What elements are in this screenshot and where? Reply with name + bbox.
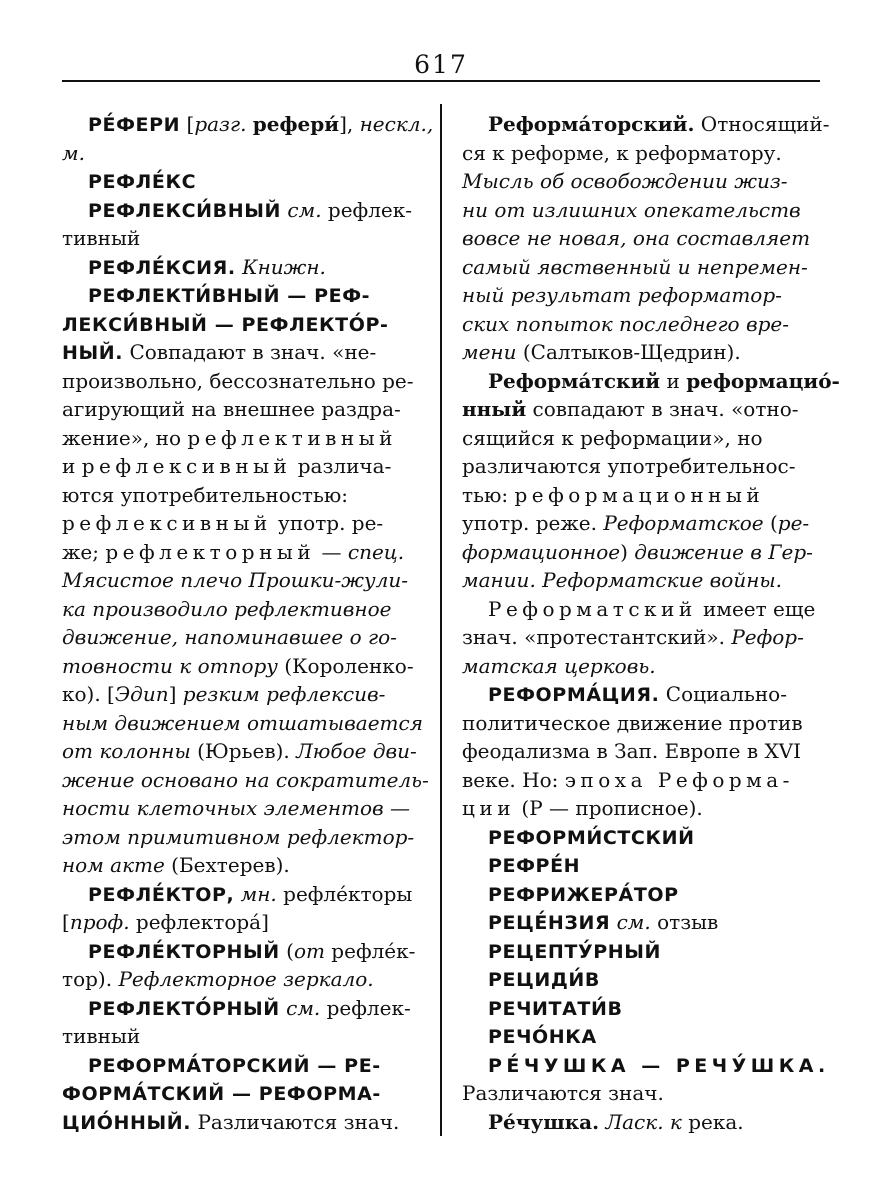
text-line xyxy=(62,224,412,253)
text-line xyxy=(462,823,820,852)
text-segment: см. xyxy=(616,910,651,934)
text-line xyxy=(462,680,820,709)
text-segment: ни от излишних опекательств xyxy=(462,197,801,222)
text-segment: рефлективный xyxy=(187,425,397,450)
text-line xyxy=(462,481,820,510)
text-line xyxy=(462,652,820,681)
headword: РЕЧО́НКА xyxy=(488,1026,597,1048)
text-line xyxy=(62,709,423,738)
text-segment: имеет еще xyxy=(696,596,816,621)
text-segment: различаются употребительнос- xyxy=(462,454,796,478)
text-line xyxy=(462,965,820,994)
text-line xyxy=(462,937,820,966)
text-line xyxy=(62,310,412,339)
text-line xyxy=(62,1108,412,1137)
text-segment: от xyxy=(293,938,325,963)
text-segment: Мысль об освобождении жиз- xyxy=(462,169,788,193)
text-segment: матская церковь. xyxy=(462,653,656,678)
text-line xyxy=(462,196,820,225)
text-segment: рефлексивный xyxy=(81,454,292,478)
headword: РЕФЛЕ́КС xyxy=(88,171,197,193)
text-line xyxy=(62,1079,412,1108)
text-segment: резким рефлексив- xyxy=(182,682,386,706)
text-segment: ( xyxy=(279,938,294,963)
text-line xyxy=(62,766,429,795)
text-segment: феодализма в Зап. Европе в XVI xyxy=(462,739,802,763)
text-segment: ном акте xyxy=(62,853,165,877)
text-line xyxy=(62,851,412,880)
text-segment: рефлексивный xyxy=(62,511,272,535)
text-line xyxy=(462,310,820,339)
text-segment: рефле́кторы xyxy=(276,881,413,906)
text-segment: эпоха Реформа- xyxy=(564,767,794,792)
text-line xyxy=(62,395,412,424)
text-segment: разг. xyxy=(194,112,247,136)
text-line xyxy=(62,452,412,481)
text-segment: ко). [ xyxy=(62,682,115,706)
text-segment: Ре́чушка. xyxy=(488,1109,600,1134)
text-segment: движение, напоминавшее о го- xyxy=(62,625,397,649)
text-line xyxy=(62,424,412,453)
headword: РЕФЛЕ́КТОРНЫЙ xyxy=(88,940,280,963)
text-segment: см. xyxy=(287,197,322,222)
text-segment: Совпадают в знач. «не- xyxy=(123,340,377,364)
text-segment: ся к реформе, к реформатору. xyxy=(462,140,782,165)
text-segment: [ xyxy=(180,112,195,136)
text-line xyxy=(462,908,820,937)
text-line xyxy=(462,367,840,396)
text-segment: рефлек- xyxy=(321,197,413,222)
text-segment: ских попыток последнего вре- xyxy=(462,311,789,336)
text-segment: жение основано на сократитель- xyxy=(62,767,429,792)
text-segment: ности клеточных элементов — xyxy=(62,796,411,820)
text-segment: знач. «протестантский». xyxy=(462,625,732,649)
text-line xyxy=(62,680,412,709)
text-segment: (Бехтерев). xyxy=(164,853,290,877)
text-line xyxy=(462,338,820,367)
text-line xyxy=(462,452,820,481)
text-segment: тор). xyxy=(62,967,119,991)
text-line xyxy=(62,110,434,139)
headword: НЫЙ. xyxy=(62,342,124,364)
text-segment: ( xyxy=(763,511,778,535)
text-segment: спец. xyxy=(347,539,405,564)
text-segment: ре- xyxy=(777,511,810,535)
text-segment: — xyxy=(315,539,348,564)
text-line xyxy=(62,908,412,937)
text-segment: ются употребительностью: xyxy=(62,482,349,507)
text-segment: употр. реже. xyxy=(462,511,604,535)
text-segment: тью: xyxy=(462,482,515,507)
text-line xyxy=(62,737,417,766)
text-line xyxy=(62,281,412,310)
text-segment: рефлектора́] xyxy=(129,910,269,934)
text-line xyxy=(62,367,412,396)
text-line xyxy=(462,424,820,453)
text-segment: веке. Но: xyxy=(462,767,565,792)
header-rule xyxy=(62,80,820,82)
headword: РЕЧИТАТИ́В xyxy=(488,997,623,1020)
text-line xyxy=(462,794,820,823)
text-segment: товности к отпору xyxy=(62,653,278,678)
text-line xyxy=(62,937,416,966)
text-line xyxy=(462,167,820,196)
headword: РЕФОРМИ́СТСКИЙ xyxy=(488,826,695,849)
text-segment: к xyxy=(669,1109,682,1134)
text-line xyxy=(462,595,820,624)
text-segment: реформацио́- xyxy=(686,368,840,393)
text-line xyxy=(62,595,412,624)
headword: ЛЕКСИ́ВНЫЙ — РЕФЛЕКТО́Р- xyxy=(62,313,389,336)
headword: РЕФЛЕКТО́РНЫЙ xyxy=(88,997,280,1020)
text-segment: мании. Реформатские войны. xyxy=(462,568,783,592)
text-segment: рефлекторный xyxy=(105,539,316,564)
text-segment: Относящий- xyxy=(694,112,830,136)
headword: РЕФЛЕ́КСИЯ. xyxy=(88,256,236,279)
text-segment: сящийся к реформации», но xyxy=(462,425,763,450)
column-divider xyxy=(440,104,442,1136)
text-segment: тивный xyxy=(62,1024,141,1048)
text-segment: Различаются знач. xyxy=(462,1081,664,1105)
text-segment: и xyxy=(62,454,82,478)
text-segment: Рефор- xyxy=(731,625,804,649)
text-segment: этом примитивном рефлектор- xyxy=(62,824,415,849)
text-line xyxy=(62,509,412,538)
text-line xyxy=(462,253,820,282)
text-segment: совпадают в знач. «отно- xyxy=(526,397,799,421)
text-segment: см. xyxy=(286,995,321,1020)
right-column xyxy=(462,110,840,1136)
text-line xyxy=(62,338,412,367)
text-segment: Эдип xyxy=(114,682,169,706)
text-segment: Реформа́тский xyxy=(488,368,661,393)
text-line xyxy=(462,623,820,652)
text-line xyxy=(462,139,820,168)
text-line xyxy=(62,1051,412,1080)
headword: РЕ́ЧУШКА — РЕЧУ́ШКА. xyxy=(488,1054,830,1077)
text-segment: ный результат реформатор- xyxy=(462,283,782,307)
headword: ЦИО́ННЫЙ. xyxy=(62,1111,192,1134)
headword: РЕЦЕ́НЗИЯ xyxy=(488,912,611,934)
text-line xyxy=(462,851,820,880)
text-segment: ) xyxy=(620,539,635,564)
headword: РЕФОРМА́ТОРСКИЙ — РЕ- xyxy=(88,1054,381,1077)
text-segment: (Юрьев). xyxy=(190,739,297,763)
text-segment: от колонны xyxy=(62,739,191,763)
text-line xyxy=(462,994,820,1023)
text-line xyxy=(462,509,820,538)
headword: РЕФЛЕКСИ́ВНЫЙ xyxy=(88,199,282,222)
text-segment: реформационный xyxy=(514,482,765,507)
text-segment: ка производило рефлективное xyxy=(62,596,392,621)
text-segment: отзыв xyxy=(650,910,719,934)
text-line xyxy=(462,766,820,795)
text-segment: жение», но xyxy=(62,425,188,450)
text-line xyxy=(462,709,820,738)
text-segment: рефери́ xyxy=(252,112,340,136)
text-segment: вовсе не новая, она составляет xyxy=(462,226,811,250)
text-line xyxy=(62,566,412,595)
text-segment: рефле́к- xyxy=(324,938,416,963)
text-segment: Различаются знач. xyxy=(191,1109,400,1134)
text-segment: (Короленко- xyxy=(277,653,414,678)
text-segment: самый явственный и непремен- xyxy=(462,254,808,279)
text-line xyxy=(462,1079,820,1108)
text-line xyxy=(62,1022,412,1051)
text-line xyxy=(462,110,830,139)
text-segment: (Салтыков-Щедрин). xyxy=(516,340,741,364)
headword: РЕ́ФЕРИ xyxy=(88,114,181,136)
headword: РЕФРЕ́Н xyxy=(488,855,581,877)
text-segment: ным движением отшатывается xyxy=(62,710,423,735)
headword: РЕФЛЕКТИ́ВНЫЙ — РЕФ- xyxy=(88,285,371,307)
text-line xyxy=(462,880,820,909)
text-line xyxy=(462,395,820,424)
text-line xyxy=(62,538,412,567)
text-segment: мн. xyxy=(240,881,277,906)
headword: РЕЦИДИ́В xyxy=(488,969,600,991)
text-line xyxy=(62,823,415,852)
text-segment: Ласк. xyxy=(605,1109,664,1134)
page-number: 617 xyxy=(414,50,468,79)
left-column xyxy=(62,110,434,1136)
text-segment: тивный xyxy=(62,226,141,250)
text-segment: движение в Гер- xyxy=(634,539,813,564)
text-segment: ] xyxy=(168,682,183,706)
text-line xyxy=(462,224,820,253)
text-segment: различа- xyxy=(291,454,392,478)
text-line xyxy=(62,481,412,510)
text-segment: же; xyxy=(62,539,106,564)
text-line xyxy=(462,281,820,310)
text-segment: нескл., xyxy=(359,112,434,136)
text-segment: агирующий на внешнее раздра- xyxy=(62,397,401,421)
text-line xyxy=(62,139,412,168)
text-segment: Реформатский xyxy=(488,596,697,621)
text-segment: ции xyxy=(462,796,516,820)
headword: РЕФЛЕ́КТОР, xyxy=(88,883,235,906)
text-segment: рефлек- xyxy=(320,995,411,1020)
text-segment: формационное xyxy=(462,539,621,564)
text-segment: Любое дви- xyxy=(296,739,417,763)
text-line xyxy=(62,880,412,909)
text-segment: Мясистое плечо Прошки-жули- xyxy=(62,568,409,592)
text-segment: мени xyxy=(462,340,517,364)
text-segment: Рефлекторное зеркало. xyxy=(118,967,374,991)
text-line xyxy=(62,167,412,196)
text-line xyxy=(62,994,412,1023)
text-line xyxy=(62,794,412,823)
text-segment: [ xyxy=(62,910,70,934)
text-segment: Реформа́торский. xyxy=(488,112,695,136)
text-segment: м. xyxy=(62,140,85,165)
text-segment: произвольно, бессознательно ре- xyxy=(62,368,414,393)
text-segment: река. xyxy=(681,1109,744,1134)
text-segment: употр. ре- xyxy=(271,511,384,535)
text-segment: Книжн. xyxy=(242,254,326,279)
headword: ФОРМА́ТСКИЙ — РЕФОРМА- xyxy=(62,1083,381,1105)
text-segment: (Р — прописное). xyxy=(515,796,703,820)
text-segment: проф. xyxy=(69,910,130,934)
text-segment: политическое движение против xyxy=(462,710,803,735)
headword: РЕЦЕПТУ́РНЫЙ xyxy=(488,940,662,963)
text-segment: нный xyxy=(462,397,527,421)
headword: РЕФОРМА́ЦИЯ. xyxy=(488,684,660,706)
text-line xyxy=(462,737,820,766)
text-line xyxy=(62,196,412,225)
text-line xyxy=(62,623,412,652)
text-line xyxy=(462,1051,830,1080)
text-segment: Реформатское xyxy=(603,511,764,535)
text-line xyxy=(62,965,412,994)
headword: РЕФРИЖЕРА́ТОР xyxy=(488,883,679,906)
text-line xyxy=(462,1022,820,1051)
text-line xyxy=(462,566,820,595)
text-segment: и xyxy=(660,368,687,393)
text-line xyxy=(62,253,412,282)
text-line xyxy=(462,538,820,567)
text-line xyxy=(62,652,412,681)
text-segment: Социально- xyxy=(659,682,787,706)
text-segment: ], xyxy=(339,112,360,136)
text-line xyxy=(462,1108,820,1137)
